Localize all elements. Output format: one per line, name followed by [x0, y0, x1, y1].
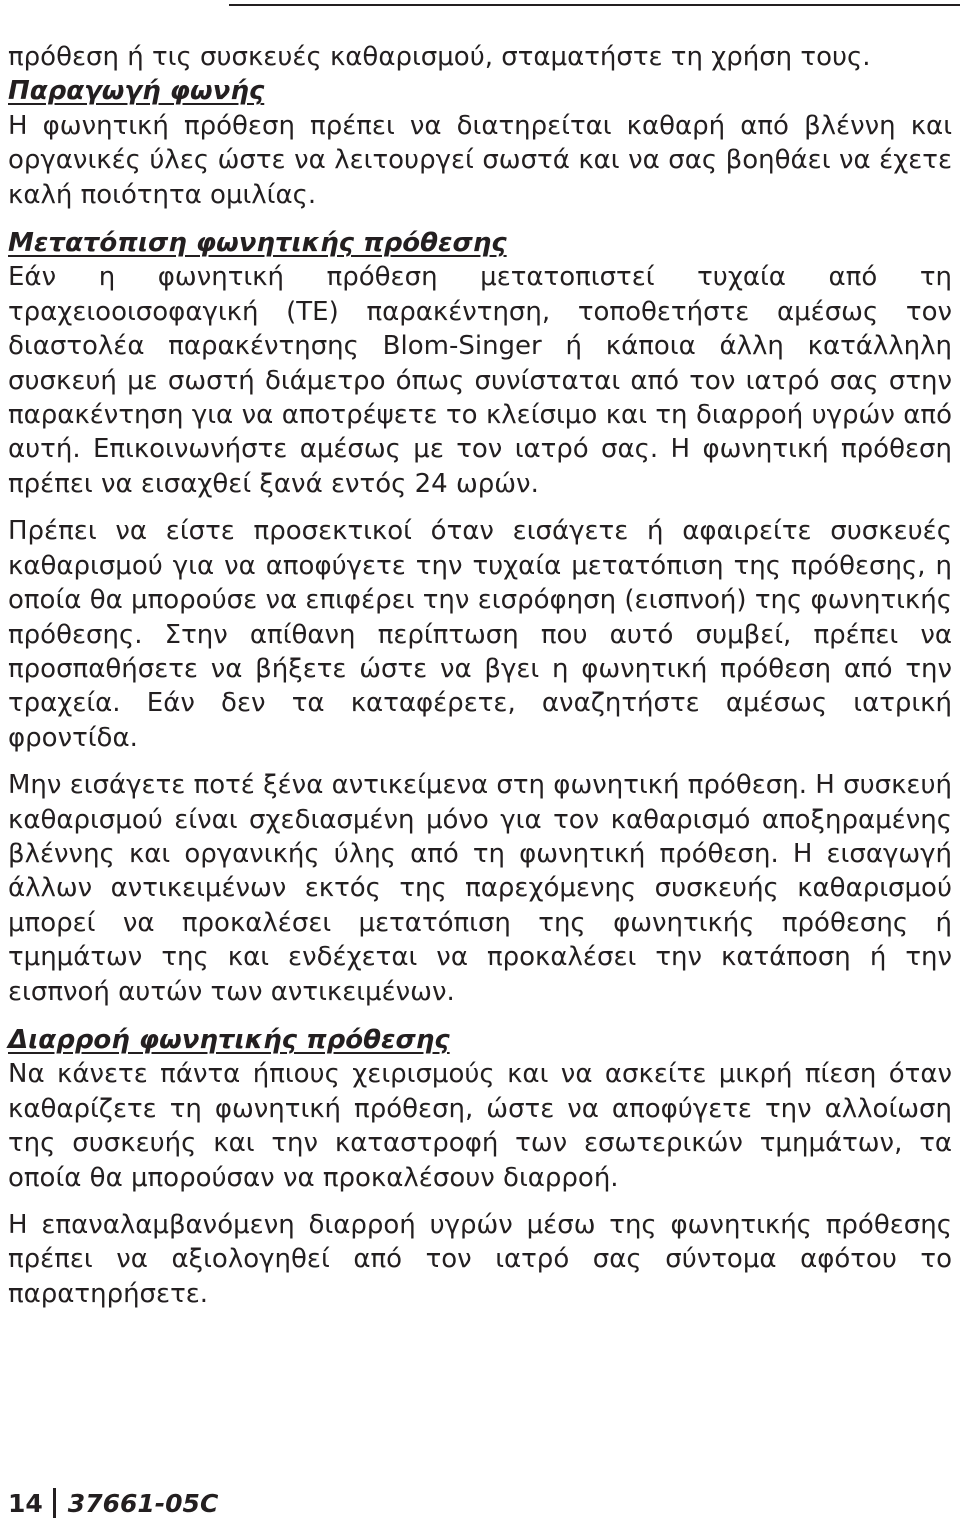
header-rule: [229, 4, 960, 6]
paragraph-repeated-leakage: Η επαναλαμβανόμενη διαρροή υγρών μέσω της φωνητικής πρόθεσης πρέπει να αξιολογηθεί από τον ιατρό σας σύντομα αφότου το παρατηρήσετε.: [8, 1210, 952, 1309]
heading-prosthesis-dislodgement: Μετατόπιση φωνητικής πρόθεσης: [8, 228, 507, 259]
paragraph-dislodgement: Εάν η φωνητική πρόθεση μετατοπιστεί τυχαία από τη τραχειοοισοφαγική (ΤΕ) παρακέντηση, τοποθετήστε αμέσως τον διαστολέα παρακέντησης Blom-Singer ή κάποια άλλη κατάλληλη συσκευή με σωστή διάμετρο όπως συνίσταται από τον ιατρό σας στην παρακέντηση για να αποτρέψετε το κλείσιμο και τη διαρροή υγρών από αυτή. Επικοινωνήστε αμέσως με τον ιατρό σας. Η φωνητική πρόθεση πρέπει να εισαχθεί ξανά εντός 24 ωρών.: [8, 262, 952, 499]
paragraph-gentle-cleaning: Να κάνετε πάντα ήπιους χειρισμούς και να ασκείτε μικρή πίεση όταν καθαρίζετε τη φωνητική πρόθεση, ώστε να αποφύγετε την αλλοίωση της συσκευής και την καταστροφή των εσωτερικών τμημάτων, τα οποία θα μπορούσαν να προκαλέσουν διαρροή.: [8, 1059, 952, 1193]
document-body: [8, 40, 952, 1311]
document-code: 37661-05C: [67, 1488, 219, 1518]
page-footer: [8, 1486, 218, 1520]
paragraph-continuation: πρόθεση ή τις συσκευές καθαρισμού, σταματήστε τη χρήση τους.: [8, 42, 871, 72]
paragraph-foreign-objects: Μην εισάγετε ποτέ ξένα αντικείμενα στη φωνητική πρόθεση. Η συσκευή καθαρισμού είναι σχεδιασμένη μόνο για τον καθαρισμό αποξηραμένης βλέννης και οργανικής ύλης από τη φωνητική πρόθεση. Η εισαγωγή άλλων αντικειμένων εκτός της παρεχόμενης συσκευής καθαρισμού μπορεί να προκαλέσει μετατόπιση της φωνητικής πρόθεσης ή τμημάτων της και ενδέχεται να προκαλέσει την κατάποση ή την εισπνοή αυτών των αντικειμένων.: [8, 770, 952, 1007]
heading-prosthesis-leakage: Διαρροή φωνητικής πρόθεσης: [8, 1024, 450, 1055]
footer-divider: [53, 1488, 56, 1518]
paragraph-careful-insertion: Πρέπει να είστε προσεκτικοί όταν εισάγετε ή αφαιρείτε συσκευές καθαρισμού για να αποφύγετε την τυχαία μετατόπιση της πρόθεσης, η οποία θα μπορούσε να επιφέρει την εισρόφηση (εισπνοή) της φωνητικής πρόθεσης. Στην απίθανη περίπτωση που αυτό συμβεί, πρέπει να προσπαθήσετε να βήξετε ώστε να βγει η φωνητική πρόθεση από την τραχεία. Εάν δεν τα καταφέρετε, αναζητήστε αμέσως ιατρική φροντίδα.: [8, 516, 952, 753]
page-number: 14: [8, 1488, 43, 1518]
heading-voice-production: Παραγωγή φωνής: [8, 76, 265, 107]
paragraph-voice-production: Η φωνητική πρόθεση πρέπει να διατηρείται καθαρή από βλέννη και οργανικές ύλες ώστε να λειτουργεί σωστά και να σας βοηθάει να έχετε καλή ποιότητα ομιλίας.: [8, 110, 952, 210]
